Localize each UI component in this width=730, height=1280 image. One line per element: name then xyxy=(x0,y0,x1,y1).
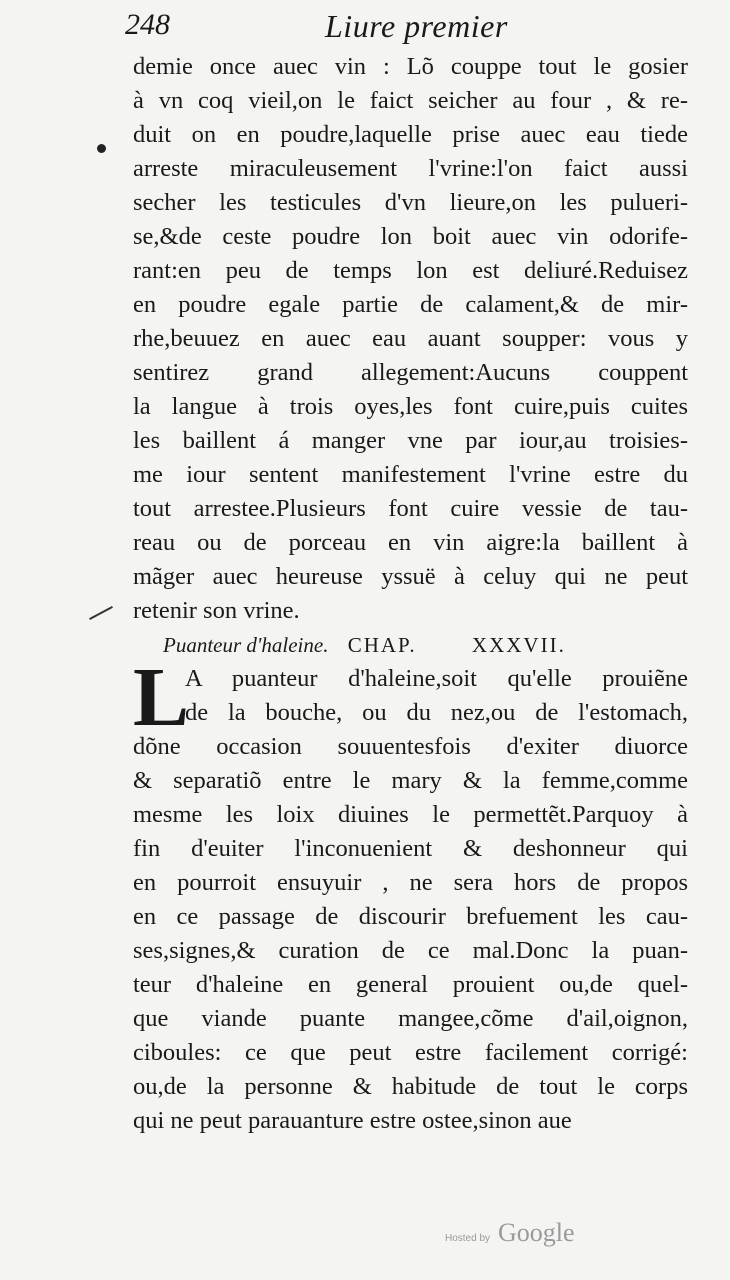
text-line: rhe,beuuez en auec eau auant soupper: vous y xyxy=(133,325,688,352)
margin-pen-stroke xyxy=(89,606,113,620)
page-header xyxy=(125,8,685,48)
text-line: me iour sentent manifestement l'vrine estre du xyxy=(133,461,688,488)
text-line: retenir son vrine. xyxy=(133,597,300,624)
text-line: demie once auec vin : Lõ couppe tout le gosier xyxy=(133,53,688,80)
chapter-title: Puanteur d'haleine. xyxy=(163,633,329,657)
text-line: reau ou de porceau en vin aigre:la baillent à xyxy=(133,529,688,556)
text-line: à vn coq vieil,on le faict seicher au four , & re- xyxy=(133,87,688,114)
page-number: 248 xyxy=(125,8,170,41)
text-line: mesme les loix diuines le permettẽt.Parquoy à xyxy=(133,801,688,828)
text-line: en poudre egale partie de calament,& de mir- xyxy=(133,291,688,318)
chapter-heading xyxy=(133,628,688,662)
text-line: de la bouche, ou du nez,ou de l'estomach, xyxy=(185,699,688,726)
text-line: & separatiõ entre le mary & la femme,comme xyxy=(133,767,688,794)
text-line: rant:en peu de temps lon est deliuré.Reduisez xyxy=(133,257,688,284)
text-line: fin d'euiter l'inconuenient & deshonneur qui xyxy=(133,835,688,862)
text-line: ses,signes,& curation de ce mal.Donc la puan- xyxy=(133,937,688,964)
text-line: secher les testicules d'vn lieure,on les pulueri- xyxy=(133,189,688,216)
text-line: la langue à trois oyes,les font cuire,puis cuites xyxy=(133,393,688,420)
text-line: en pourroit ensuyuir , ne sera hors de propos xyxy=(133,869,688,896)
text-line: mãger auec heureuse yssuë à celuy qui ne peut xyxy=(133,563,688,590)
text-line: sentirez grand allegement:Aucuns couppent xyxy=(133,359,688,386)
text-line: dõne occasion souuentesfois d'exiter diuorce xyxy=(133,733,688,760)
chapter-label: CHAP. xyxy=(347,633,417,657)
chapter-number: XXXVII. xyxy=(471,633,566,657)
text-line: que viande puante mangee,cõme d'ail,oignon, xyxy=(133,1005,688,1032)
text-line: ciboules: ce que peut estre facilement corrigé: xyxy=(133,1039,688,1066)
drop-cap: L xyxy=(133,651,190,744)
text-line: en ce passage de discourir brefuement les cau- xyxy=(133,903,688,930)
running-head: Liure premier xyxy=(325,8,508,44)
margin-dot-mark xyxy=(97,144,106,153)
watermark-brand-logo: Google xyxy=(498,1218,575,1247)
watermark-hosted-label: Hosted by xyxy=(445,1233,491,1244)
text-line: teur d'haleine en general prouient ou,de quel- xyxy=(133,971,688,998)
text-line: les baillent á manger vne par iour,au troisies- xyxy=(133,427,688,454)
text-line: arreste miraculeusement l'vrine:l'on faict aussi xyxy=(133,155,688,182)
text-line: qui ne peut parauanture estre ostee,sinon aue xyxy=(133,1107,572,1134)
hosted-by-watermark xyxy=(445,1218,575,1248)
text-line: A puanteur d'haleine,soit qu'elle prouiẽne xyxy=(185,665,688,692)
text-line: se,&de ceste poudre lon boit auec vin odorife- xyxy=(133,223,688,250)
text-line: ou,de la personne & habitude de tout le corps xyxy=(133,1073,688,1100)
text-line: duit on en poudre,laquelle prise auec eau tiede xyxy=(133,121,688,148)
text-line: tout arrestee.Plusieurs font cuire vessie de tau- xyxy=(133,495,688,522)
chapter-opening xyxy=(133,651,688,744)
body-text xyxy=(133,50,688,1138)
